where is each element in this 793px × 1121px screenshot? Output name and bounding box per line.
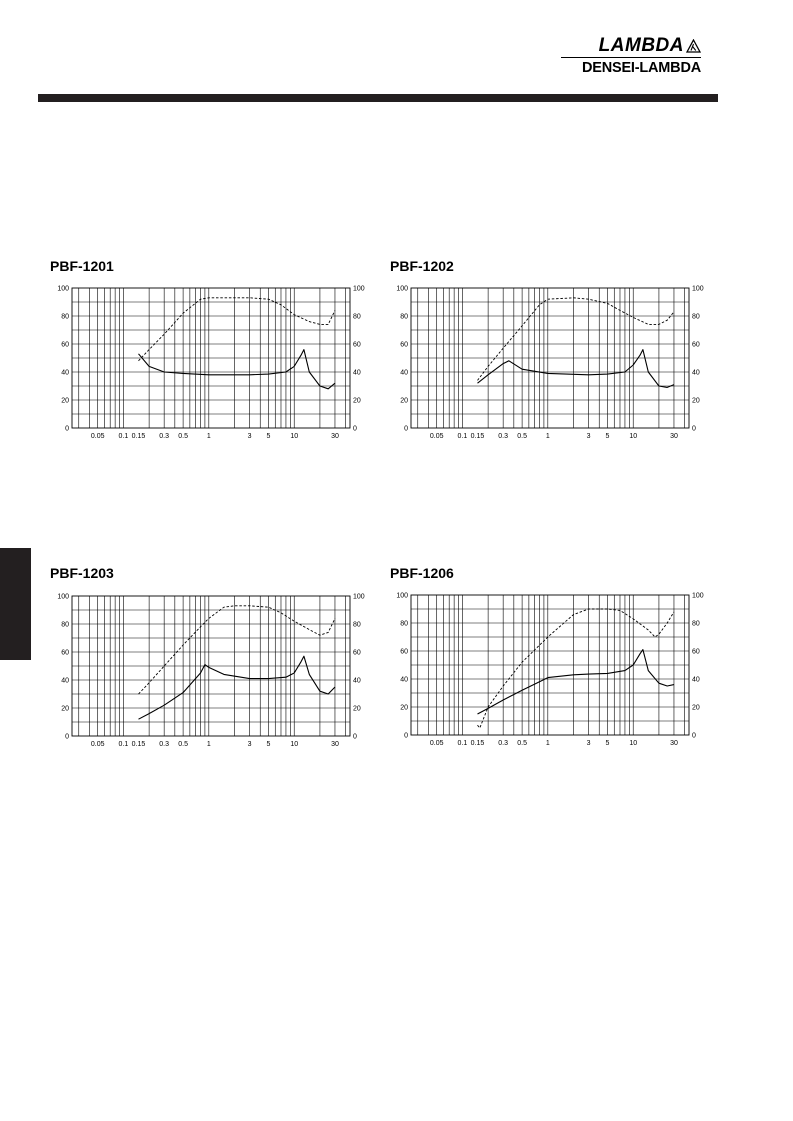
y-tick-label-left: 40 <box>61 677 69 685</box>
x-tick-label: 0.1 <box>118 741 129 748</box>
y-tick-label-left: 40 <box>400 676 408 684</box>
x-tick-label: 0.1 <box>457 740 468 747</box>
x-tick-label: 10 <box>629 740 638 747</box>
y-tick-label-right: 60 <box>353 341 361 349</box>
x-tick-label: 1 <box>206 741 211 748</box>
brand-name-top: LAMBDA <box>598 35 684 56</box>
x-tick-label: 10 <box>629 433 638 440</box>
x-tick-label: 0.05 <box>90 433 105 440</box>
y-tick-label-left: 80 <box>61 313 69 321</box>
y-tick-label-left: 60 <box>400 648 408 656</box>
chart-title-3: PBF-1203 <box>50 565 114 581</box>
y-tick-label-right: 80 <box>353 313 361 321</box>
x-tick-label: 30 <box>331 433 339 440</box>
y-tick-label-left: 20 <box>400 397 408 405</box>
series-line-dashed <box>478 609 675 728</box>
x-tick-label: 0.05 <box>429 433 444 440</box>
brand-name-top-row <box>561 36 701 56</box>
x-tick-label: 30 <box>331 741 339 748</box>
y-tick-label-right: 80 <box>692 620 700 628</box>
series-line-dashed <box>139 298 336 361</box>
y-tick-label-left: 100 <box>396 592 408 600</box>
lambda-triangle-icon <box>686 39 701 53</box>
y-tick-label-right: 100 <box>353 285 365 293</box>
y-tick-label-right: 20 <box>353 397 361 405</box>
x-tick-label: 5 <box>605 740 610 747</box>
x-tick-label: 0.5 <box>178 741 188 748</box>
y-tick-label-left: 0 <box>404 732 408 740</box>
brand-name-bottom: DENSEI-LAMBDA <box>581 60 701 76</box>
brand-divider <box>561 57 701 58</box>
x-tick-label: 0.5 <box>517 433 527 440</box>
y-tick-label-right: 80 <box>692 313 700 321</box>
x-tick-label: 0.3 <box>498 433 509 440</box>
chart-2 <box>379 280 719 445</box>
x-tick-label: 0.1 <box>457 433 468 440</box>
series-line-dashed <box>139 606 336 694</box>
x-tick-label: 0.05 <box>90 741 105 748</box>
y-tick-label-right: 20 <box>692 397 700 405</box>
x-tick-label: 0.5 <box>178 433 188 440</box>
series-line-solid <box>139 350 336 389</box>
y-tick-label-right: 20 <box>353 705 361 713</box>
chart-title-2: PBF-1202 <box>390 258 454 274</box>
x-tick-label: 5 <box>605 433 610 440</box>
x-tick-label: 0.3 <box>159 741 170 748</box>
y-tick-label-right: 0 <box>353 733 357 741</box>
brand-logo <box>561 36 701 76</box>
y-tick-label-left: 20 <box>400 704 408 712</box>
x-tick-label: 3 <box>586 740 591 747</box>
y-tick-label-right: 40 <box>353 677 361 685</box>
y-tick-label-left: 40 <box>400 369 408 377</box>
series-line-dashed <box>478 298 675 381</box>
series-line-solid <box>139 656 336 719</box>
x-tick-label: 1 <box>206 433 211 440</box>
x-tick-label: 0.15 <box>131 741 146 748</box>
x-tick-label: 3 <box>247 433 252 440</box>
y-tick-label-left: 40 <box>61 369 69 377</box>
chart-4 <box>379 587 719 752</box>
y-tick-label-right: 40 <box>692 676 700 684</box>
y-tick-label-left: 80 <box>400 620 408 628</box>
x-tick-label: 0.15 <box>470 740 485 747</box>
grid <box>411 288 689 428</box>
grid <box>72 596 350 736</box>
y-tick-label-right: 40 <box>692 369 700 377</box>
y-tick-label-left: 0 <box>65 733 69 741</box>
y-tick-label-left: 80 <box>61 621 69 629</box>
x-tick-label: 0.3 <box>159 433 170 440</box>
y-tick-label-right: 0 <box>692 425 696 433</box>
side-index-tab <box>0 548 31 660</box>
x-tick-label: 3 <box>586 433 591 440</box>
x-tick-label: 0.05 <box>429 740 444 747</box>
y-tick-label-right: 0 <box>353 425 357 433</box>
chart-1 <box>40 280 380 445</box>
x-tick-label: 10 <box>290 433 299 440</box>
chart-title-1: PBF-1201 <box>50 258 114 274</box>
y-tick-label-left: 0 <box>65 425 69 433</box>
y-tick-label-left: 80 <box>400 313 408 321</box>
y-tick-label-right: 100 <box>692 285 704 293</box>
y-tick-label-right: 80 <box>353 621 361 629</box>
y-tick-label-left: 20 <box>61 705 69 713</box>
y-tick-label-right: 60 <box>353 649 361 657</box>
x-tick-label: 1 <box>545 433 550 440</box>
y-tick-label-right: 100 <box>353 593 365 601</box>
x-tick-label: 0.15 <box>131 433 146 440</box>
y-tick-label-left: 0 <box>404 425 408 433</box>
x-tick-label: 0.15 <box>470 433 485 440</box>
y-tick-label-right: 60 <box>692 648 700 656</box>
chart-title-4: PBF-1206 <box>390 565 454 581</box>
y-tick-label-right: 0 <box>692 732 696 740</box>
y-tick-label-right: 60 <box>692 341 700 349</box>
x-tick-label: 5 <box>266 433 271 440</box>
x-tick-label: 30 <box>670 433 678 440</box>
series-line-solid <box>478 350 675 388</box>
y-tick-label-right: 100 <box>692 592 704 600</box>
x-tick-label: 1 <box>545 740 550 747</box>
y-tick-label-left: 60 <box>61 649 69 657</box>
y-tick-label-left: 100 <box>396 285 408 293</box>
y-tick-label-right: 40 <box>353 369 361 377</box>
y-tick-label-left: 60 <box>61 341 69 349</box>
y-tick-label-left: 100 <box>57 593 69 601</box>
header-bar <box>38 94 718 102</box>
chart-3 <box>40 588 380 753</box>
x-tick-label: 0.1 <box>118 433 129 440</box>
grid <box>72 288 350 428</box>
x-tick-label: 0.3 <box>498 740 509 747</box>
x-tick-label: 10 <box>290 741 299 748</box>
y-tick-label-right: 20 <box>692 704 700 712</box>
x-tick-label: 5 <box>266 741 271 748</box>
x-tick-label: 3 <box>247 741 252 748</box>
x-tick-label: 30 <box>670 740 678 747</box>
y-tick-label-left: 60 <box>400 341 408 349</box>
y-tick-label-left: 20 <box>61 397 69 405</box>
x-tick-label: 0.5 <box>517 740 527 747</box>
y-tick-label-left: 100 <box>57 285 69 293</box>
